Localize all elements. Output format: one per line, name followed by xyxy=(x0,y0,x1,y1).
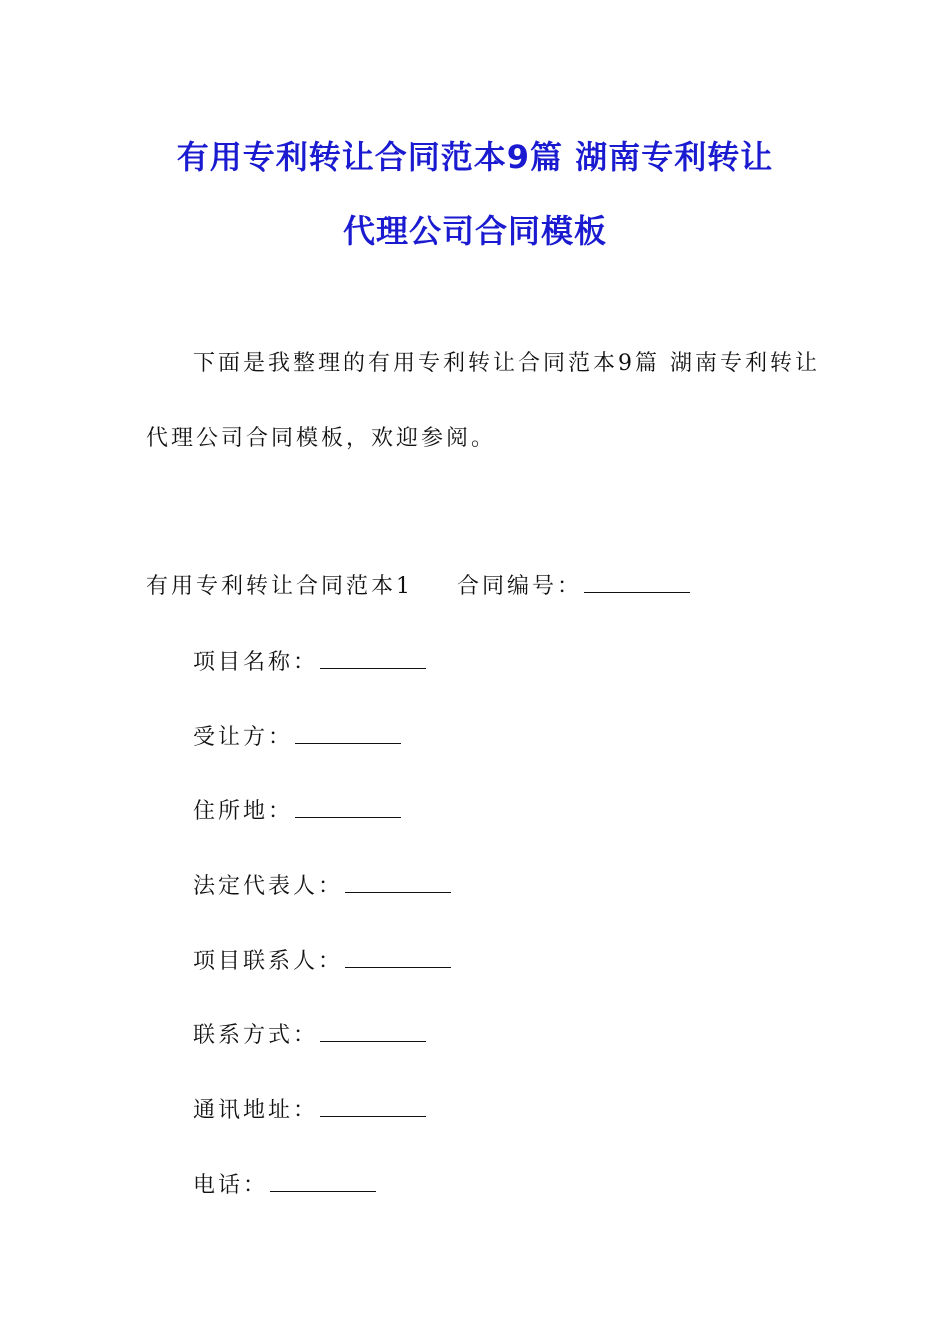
field-transferee xyxy=(193,720,401,751)
contract-number-blank xyxy=(584,574,690,593)
field-legal-representative xyxy=(193,869,451,900)
field-label: 联系方式： xyxy=(193,1023,319,1048)
field-label: 通讯地址： xyxy=(193,1098,319,1123)
contract-number-label: 合同编号： xyxy=(457,574,583,599)
field-blank xyxy=(270,1173,376,1192)
field-blank xyxy=(345,949,451,968)
intro-paragraph-line-1: 下面是我整理的有用专利转让合同范本9篇 湖南专利转让 xyxy=(193,351,820,376)
field-label: 受让方： xyxy=(193,725,294,750)
field-blank xyxy=(345,874,451,893)
contract-header xyxy=(146,569,690,600)
field-contact-method xyxy=(193,1018,426,1049)
field-blank xyxy=(295,799,401,818)
field-blank xyxy=(320,650,426,669)
field-domicile xyxy=(193,794,401,825)
field-telephone xyxy=(193,1168,376,1199)
field-blank xyxy=(295,725,401,744)
field-mailing-address xyxy=(193,1093,426,1124)
field-label: 项目联系人： xyxy=(193,949,344,974)
field-label: 项目名称： xyxy=(193,650,319,675)
intro-paragraph-line-2: 代理公司合同模板，欢迎参阅。 xyxy=(146,426,497,451)
contract-title: 有用专利转让合同范本1 xyxy=(146,574,413,599)
document-title-line-1: 有用专利转让合同范本9篇 湖南专利转让 xyxy=(176,138,774,176)
document-title-line-2: 代理公司合同模板 xyxy=(342,212,607,250)
field-blank xyxy=(320,1023,426,1042)
field-label: 电话： xyxy=(193,1173,269,1198)
field-project-name xyxy=(193,645,426,676)
field-project-contact xyxy=(193,944,451,975)
field-label: 法定代表人： xyxy=(193,874,344,899)
field-label: 住所地： xyxy=(193,799,294,824)
field-blank xyxy=(320,1098,426,1117)
